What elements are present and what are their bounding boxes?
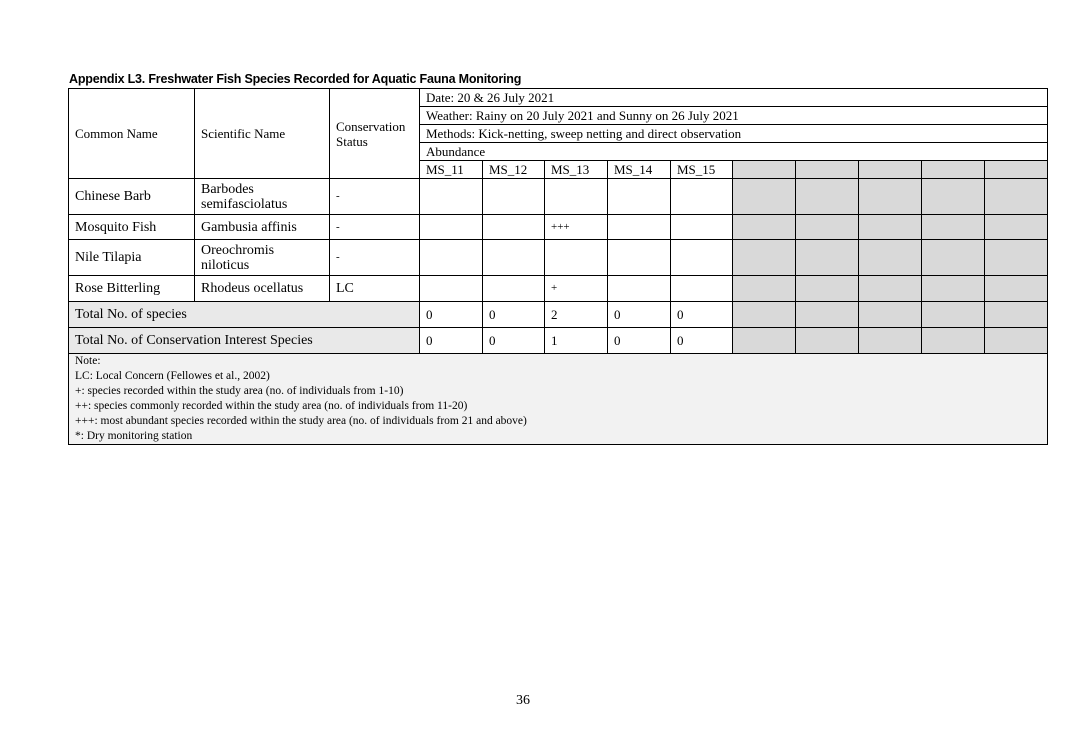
status-cell: LC (330, 276, 420, 302)
total-cell: 0 (608, 302, 671, 328)
abundance-cell (671, 179, 733, 215)
header-conservation-status: Conservation Status (330, 89, 420, 179)
scientific-name-cell: Gambusia affinis (195, 215, 330, 240)
notes-cell (69, 354, 1048, 445)
empty-gray-cell (733, 302, 796, 328)
empty-gray-cell (733, 328, 796, 354)
empty-gray-cell (796, 161, 859, 179)
station-header: MS_11 (420, 161, 483, 179)
scientific-name-cell: Oreochromis niloticus (195, 240, 330, 276)
empty-gray-cell (796, 240, 859, 276)
empty-gray-cell (859, 328, 922, 354)
empty-gray-cell (859, 276, 922, 302)
empty-gray-cell (859, 161, 922, 179)
fish-species-table (68, 88, 1048, 445)
empty-gray-cell (985, 328, 1048, 354)
status-cell: - (330, 240, 420, 276)
header-common-name: Common Name (69, 89, 195, 179)
empty-gray-cell (733, 179, 796, 215)
empty-gray-cell (796, 215, 859, 240)
abundance-cell (420, 240, 483, 276)
common-name-cell: Rose Bitterling (69, 276, 195, 302)
empty-gray-cell (922, 328, 985, 354)
empty-gray-cell (922, 179, 985, 215)
empty-gray-cell (922, 276, 985, 302)
total-species-row (69, 302, 1048, 328)
table-row (69, 276, 1048, 302)
abundance-cell (671, 215, 733, 240)
status-cell: - (330, 215, 420, 240)
total-cell: 1 (545, 328, 608, 354)
empty-gray-cell (985, 179, 1048, 215)
empty-gray-cell (796, 276, 859, 302)
empty-gray-cell (859, 179, 922, 215)
note-line: *: Dry monitoring station (75, 430, 193, 442)
empty-gray-cell (733, 215, 796, 240)
total-cell: 0 (671, 302, 733, 328)
abundance-cell (671, 240, 733, 276)
abundance-cell: +++ (545, 215, 608, 240)
header-weather: Weather: Rainy on 20 July 2021 and Sunny on 26 July 2021 (420, 107, 1048, 125)
abundance-cell (483, 215, 545, 240)
common-name-cell: Mosquito Fish (69, 215, 195, 240)
empty-gray-cell (796, 302, 859, 328)
page-number: 36 (516, 693, 530, 708)
abundance-cell (420, 276, 483, 302)
abundance-cell (608, 179, 671, 215)
table-row (69, 240, 1048, 276)
abundance-cell (608, 215, 671, 240)
table-row (69, 179, 1048, 215)
total-conservation-label: Total No. of Conservation Interest Species (69, 328, 420, 354)
table-row (69, 215, 1048, 240)
empty-gray-cell (859, 240, 922, 276)
empty-gray-cell (922, 302, 985, 328)
scientific-name-cell: Barbodes semifasciolatus (195, 179, 330, 215)
empty-gray-cell (922, 240, 985, 276)
note-line: +++: most abundant species recorded within the study area (no. of individuals from 21 and above) (75, 415, 527, 427)
empty-gray-cell (796, 328, 859, 354)
common-name-cell: Nile Tilapia (69, 240, 195, 276)
total-cell: 0 (420, 328, 483, 354)
abundance-cell (608, 276, 671, 302)
empty-gray-cell (985, 161, 1048, 179)
empty-gray-cell (796, 179, 859, 215)
empty-gray-cell (859, 215, 922, 240)
empty-gray-cell (733, 276, 796, 302)
empty-gray-cell (733, 240, 796, 276)
total-conservation-row (69, 328, 1048, 354)
empty-gray-cell (922, 161, 985, 179)
abundance-cell (483, 240, 545, 276)
empty-gray-cell (733, 161, 796, 179)
header-abundance: Abundance (420, 143, 1048, 161)
table-caption: Appendix L3. Freshwater Fish Species Recorded for Aquatic Fauna Monitoring (69, 72, 522, 86)
abundance-cell (608, 240, 671, 276)
abundance-cell (483, 276, 545, 302)
total-cell: 0 (420, 302, 483, 328)
total-cell: 0 (483, 328, 545, 354)
status-cell: - (330, 179, 420, 215)
abundance-cell (545, 240, 608, 276)
abundance-cell (483, 179, 545, 215)
empty-gray-cell (922, 215, 985, 240)
station-header: MS_13 (545, 161, 608, 179)
header-methods: Methods: Kick-netting, sweep netting and direct observation (420, 125, 1048, 143)
station-header: MS_14 (608, 161, 671, 179)
note-line: LC: Local Concern (Fellowes et al., 2002) (75, 370, 270, 382)
notes-row (69, 354, 1048, 445)
header-row-date (69, 89, 1048, 107)
header-date: Date: 20 & 26 July 2021 (420, 89, 1048, 107)
scientific-name-cell: Rhodeus ocellatus (195, 276, 330, 302)
note-heading: Note: (75, 355, 101, 367)
header-scientific-name: Scientific Name (195, 89, 330, 179)
common-name-cell: Chinese Barb (69, 179, 195, 215)
note-line: ++: species commonly recorded within the study area (no. of individuals from 11-20) (75, 400, 468, 412)
station-header: MS_15 (671, 161, 733, 179)
empty-gray-cell (985, 276, 1048, 302)
abundance-cell (420, 215, 483, 240)
note-line: +: species recorded within the study area (no. of individuals from 1-10) (75, 385, 404, 397)
total-cell: 0 (483, 302, 545, 328)
station-header: MS_12 (483, 161, 545, 179)
abundance-cell (545, 179, 608, 215)
total-cell: 0 (608, 328, 671, 354)
empty-gray-cell (985, 215, 1048, 240)
empty-gray-cell (859, 302, 922, 328)
total-species-label: Total No. of species (69, 302, 420, 328)
empty-gray-cell (985, 240, 1048, 276)
total-cell: 0 (671, 328, 733, 354)
total-cell: 2 (545, 302, 608, 328)
empty-gray-cell (985, 302, 1048, 328)
abundance-cell (671, 276, 733, 302)
abundance-cell: + (545, 276, 608, 302)
abundance-cell (420, 179, 483, 215)
